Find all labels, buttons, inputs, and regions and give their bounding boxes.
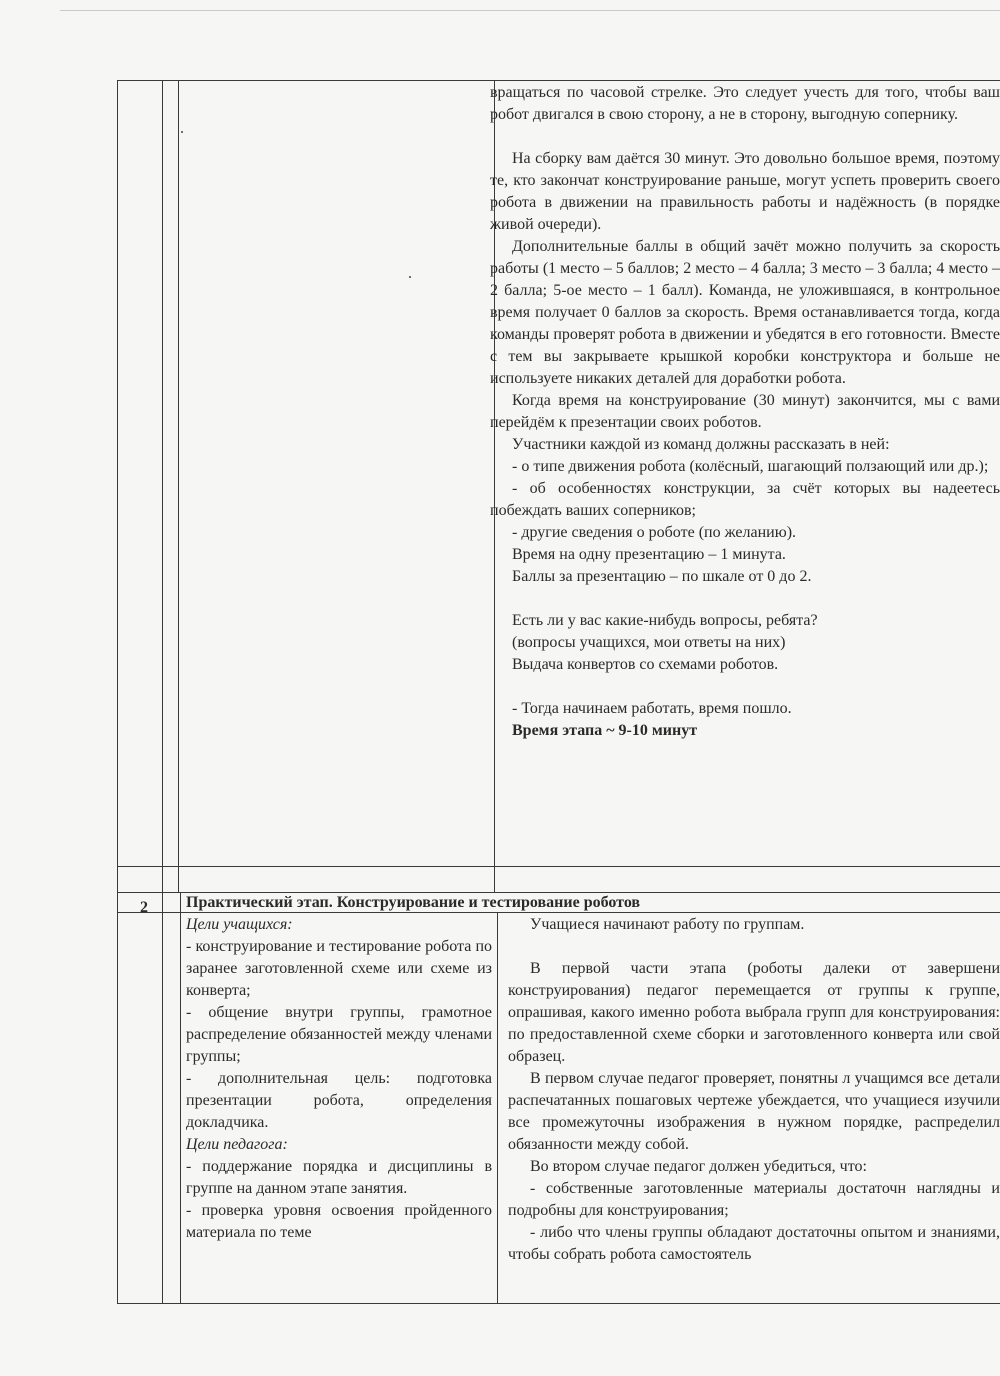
paragraph: В первом случае педагог проверяет, понятны л учащимся все детали распечатанных пошаговых чертеже убеждается, что учащиеся изучили все промежуточны изображения в нужном порядке, распределил обязанности между собой.: [508, 1070, 1000, 1153]
blank-line: [490, 588, 1000, 610]
goals-heading-students: Цели учащихся:: [186, 916, 293, 933]
scan-speck: [181, 131, 183, 133]
goal-item: - общение внутри группы, грамотное распределение обязанностей между членами группы;: [186, 1004, 492, 1065]
goal-item: - проверка уровня освоения пройденного материала по теме: [186, 1202, 492, 1241]
table-aux-column-border-lower: [180, 893, 181, 1304]
list-item: - о типе движения робота (колёсный, шагающий ползающий или др.);: [512, 458, 989, 475]
goals-heading-teacher: Цели педагога:: [186, 1136, 288, 1153]
paragraph: Баллы за презентацию – по шкале от 0 до 2.: [512, 568, 812, 585]
paragraph: Есть ли у вас какие-нибудь вопросы, ребята?: [512, 612, 818, 629]
goal-item: - дополнительная цель: подготовка презентации робота, определения докладчика.: [186, 1070, 492, 1131]
paragraph: В первой части этапа (роботы далеки от завершени конструирования) педагог перемещается от группы к группе, опрашивая, какого именно робота выбрала групп для конструирования: по предоставленной схеме сборки и заготовленного конверта или свой образец.: [508, 960, 1000, 1065]
paragraph: Во втором случае педагог должен убедиться, что:: [530, 1158, 867, 1175]
row-divider-2: [117, 892, 1000, 893]
paragraph: Время на одну презентацию – 1 минута.: [512, 546, 786, 563]
scan-speck: [409, 276, 411, 278]
blank-line: [490, 676, 1000, 698]
list-item: - об особенностях конструкции, за счёт которых вы надеетесь побеждать ваших соперников;: [490, 480, 1000, 519]
stage-title: Практический этап. Конструирование и тестирование роботов: [186, 894, 641, 911]
list-item: - другие сведения о роботе (по желанию).: [512, 524, 797, 541]
table-content-column-border-lower: [497, 912, 498, 1304]
activity-column: [508, 914, 1000, 1266]
table-number-column-border: [162, 80, 163, 1304]
row-divider-1: [117, 866, 1000, 867]
table-bottom-border: [117, 1303, 1000, 1304]
stage-number: 2: [140, 899, 148, 916]
paragraph: Выдача конвертов со схемами роботов.: [512, 656, 779, 673]
table-top-border: [117, 80, 1000, 81]
table-aux-column-border: [178, 80, 179, 893]
paragraph: вращаться по часовой стрелке. Это следует учесть для того, чтобы ваш робот двигался в свою сторону, а не в сторону, выгодную сопернику.: [490, 84, 1000, 123]
goal-item: - конструирование и тестирование робота по заранее заготовленной схеме или схеме из конверта;: [186, 938, 492, 999]
table-left-border: [117, 80, 118, 1304]
paragraph: Участники каждой из команд должны рассказать в ней:: [512, 436, 890, 453]
scan-top-edge: [60, 10, 1000, 11]
paragraph: Когда время на конструирование (30 минут) закончится, мы с вами перейдём к презентации своих роботов.: [490, 392, 1000, 431]
paragraph: (вопросы учащихся, мои ответы на них): [512, 634, 786, 651]
list-item: - собственные заготовленные материалы достаточн наглядны и подробны для конструирования;: [508, 1180, 1000, 1219]
stage-description-continued: [490, 82, 1000, 742]
paragraph: Дополнительные баллы в общий зачёт можно получить за скорость работы (1 место – 5 баллов; 2 место – 4 балла; 3 место – 3 балла; 4 место – 2 балла; 5-ое место – 1 балл). Команда, не уложившаяся, в контрольное время получает 0 баллов за скорость. Время останавливается тогда, когда команды проверят робота в движении и убедятся в его готовности. Вместе с тем вы закрываете крышкой коробки конструктора и больше не используете никаких деталей для доработки робота.: [490, 238, 1000, 387]
list-item: - либо что члены группы обладают достаточны опытом и знаниями, чтобы собрать робота самостоятель: [508, 1224, 1000, 1263]
row-divider-3: [117, 912, 1000, 913]
blank-line: [508, 936, 1000, 958]
paragraph: На сборку вам даётся 30 минут. Это довольно большое время, поэтому те, кто закончат конструирование раньше, могут успеть проверить своего робота в движении на правильность работы и надёжность (в порядке живой очереди).: [490, 150, 1000, 233]
blank-line: [490, 126, 1000, 148]
stage-duration: Время этапа ~ 9-10 минут: [512, 722, 698, 739]
paragraph: - Тогда начинаем работать, время пошло.: [512, 700, 792, 717]
goals-column: [186, 914, 492, 1244]
paragraph: Учащиеся начинают работу по группам.: [530, 916, 805, 933]
goal-item: - поддержание порядка и дисциплины в группе на данном этапе занятия.: [186, 1158, 492, 1197]
